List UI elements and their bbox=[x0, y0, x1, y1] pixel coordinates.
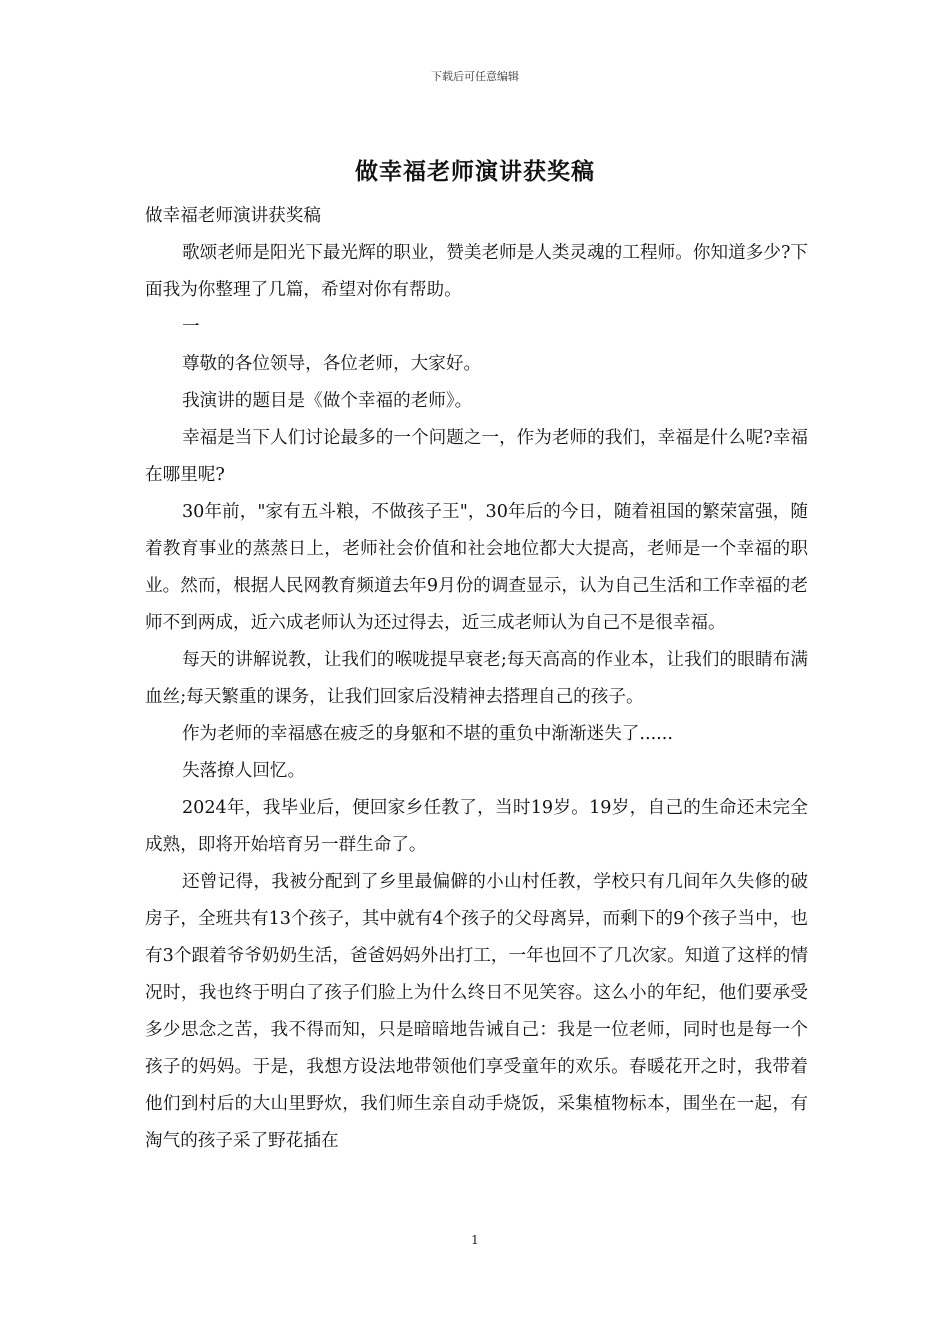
header-note: 下载后可任意编辑 bbox=[431, 70, 519, 83]
paragraph: 失落撩人回忆。 bbox=[181, 761, 306, 781]
document-body bbox=[145, 198, 808, 1160]
paragraph: 幸福是当下人们讨论最多的一个问题之一，作为老师的我们，幸福是什么呢?幸福在哪里呢? bbox=[145, 428, 808, 485]
paragraph: 2024年，我毕业后，便回家乡任教了，当时19岁。19岁，自己的生命还未完全成熟，即将开始培育另一群生命了。 bbox=[145, 798, 808, 855]
document-title: 做幸福老师演讲获奖稿 bbox=[355, 158, 595, 185]
paragraph: 歌颂老师是阳光下最光辉的职业，赞美老师是人类灵魂的工程师。你知道多少?下面我为你整理了几篇，希望对你有帮助。 bbox=[145, 243, 808, 300]
paragraph: 做幸福老师演讲获奖稿 bbox=[145, 206, 321, 226]
paragraph: 一 bbox=[181, 317, 200, 337]
page-number: 1 bbox=[471, 1233, 479, 1247]
paragraph: 30年前，"家有五斗粮，不做孩子王"，30年后的今日，随着祖国的繁荣富强，随着教育事业的蒸蒸日上，老师社会价值和社会地位都大大提高，老师是一个幸福的职业。然而，根据人民网教育频道去年9月份的调查显示，认为自己生活和工作幸福的老师不到两成，近六成老师认为还过得去，近三成老师认为自己不是很幸福。 bbox=[145, 502, 808, 633]
paragraph: 还曾记得，我被分配到了乡里最偏僻的小山村任教，学校只有几间年久失修的破房子，全班共有13个孩子，其中就有4个孩子的父母离异，而剩下的9个孩子当中，也有3个跟着爷爷奶奶生活，爸爸妈妈外出打工，一年也回不了几次家。知道了这样的情况时，我也终于明白了孩子们脸上为什么终日不见笑容。这么小的年纪，他们要承受多少思念之苦，我不得而知，只是暗暗地告诫自己：我是一位老师，同时也是每一个孩子的妈妈。于是，我想方设法地带领他们享受童年的欢乐。春暖花开之时，我带着他们到村后的大山里野炊，我们师生亲自动手烧饭，采集植物标本，围坐在一起，有淘气的孩子采了野花插在 bbox=[145, 872, 808, 1151]
paragraph: 我演讲的题目是《做个幸福的老师》。 bbox=[181, 391, 473, 411]
paragraph: 每天的讲解说教，让我们的喉咙提早衰老;每天高高的作业本，让我们的眼睛布满血丝;每天繁重的课务，让我们回家后没精神去搭理自己的孩子。 bbox=[145, 650, 808, 707]
paragraph: 尊敬的各位领导，各位老师，大家好。 bbox=[181, 354, 482, 374]
paragraph: 作为老师的幸福感在疲乏的身躯和不堪的重负中渐渐迷失了...... bbox=[181, 724, 673, 744]
